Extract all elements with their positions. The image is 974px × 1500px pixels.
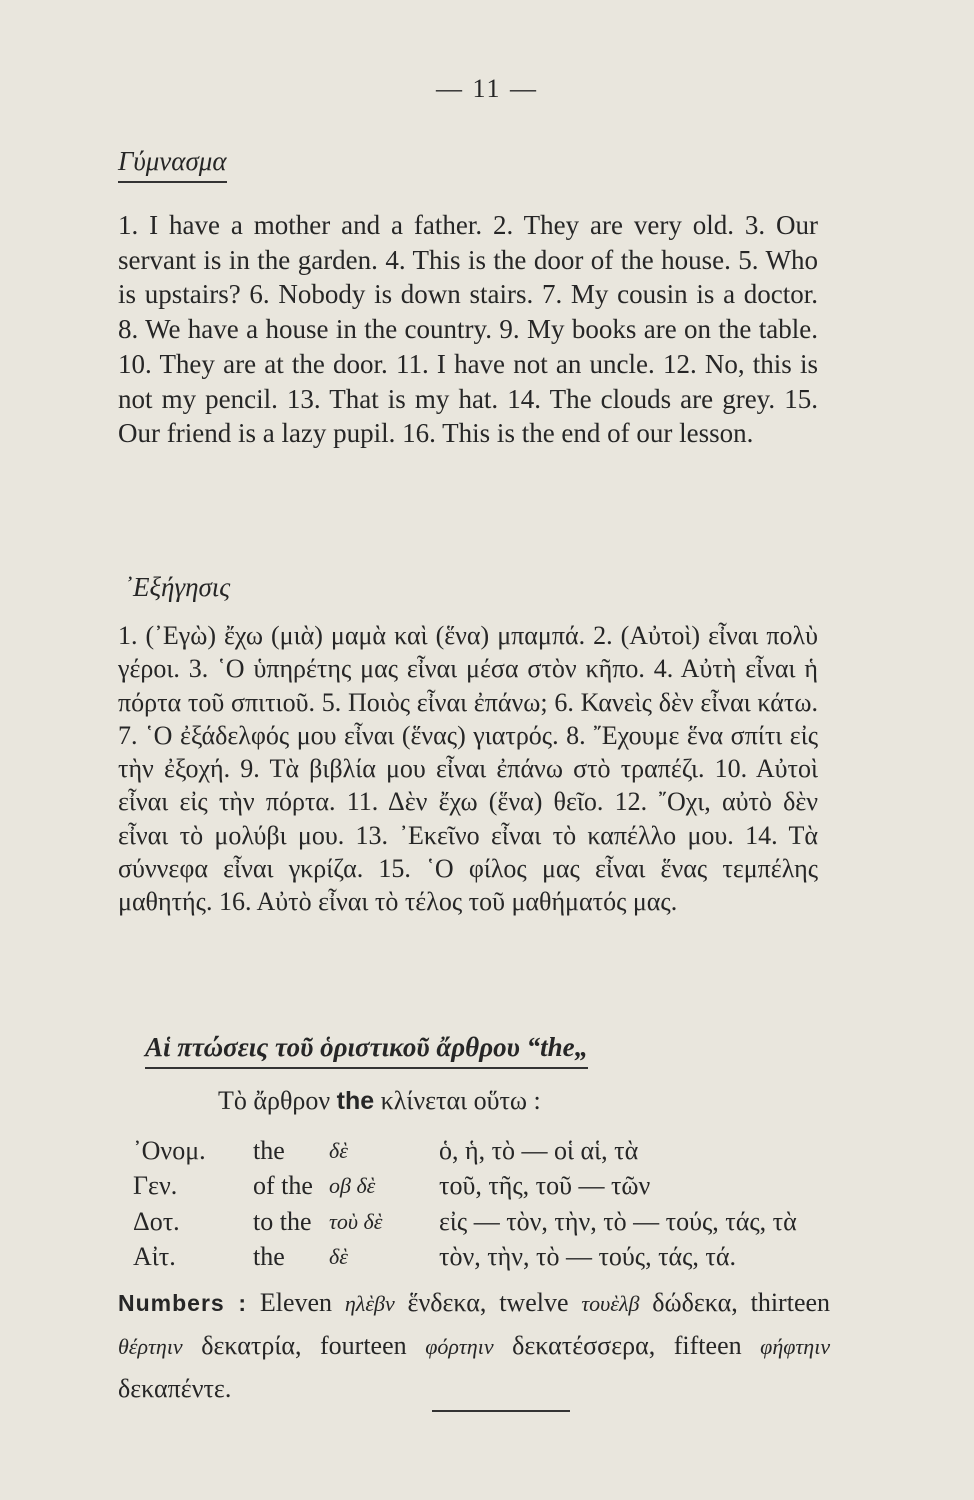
number-greek: δεκαπέντε. bbox=[118, 1374, 232, 1403]
number-pronunciation: τουὲλβ bbox=[581, 1291, 640, 1316]
case-forms: ὁ, ἡ, τὸ — οἱ αἱ, τὰ bbox=[439, 1135, 639, 1165]
number-pronunciation: φόρτηιν bbox=[425, 1334, 494, 1359]
case-english: the bbox=[253, 1242, 285, 1272]
number-greek: δώδεκα, bbox=[652, 1288, 738, 1317]
case-pronunciation: δὲ bbox=[329, 1137, 348, 1163]
case-forms: τοῦ, τῆς, τοῦ — τῶν bbox=[439, 1171, 651, 1201]
number-greek: ἕνδεκα, bbox=[407, 1288, 487, 1317]
declension-intro bbox=[218, 1086, 541, 1116]
case-forms: εἰς — τὸν, τὴν, τὸ — τούς, τάς, τὰ bbox=[439, 1206, 797, 1236]
declension-table bbox=[133, 1133, 797, 1275]
number-english: thirteen bbox=[750, 1288, 831, 1317]
number-pronunciation: ηλὲβν bbox=[344, 1291, 395, 1316]
case-pronunciation: δὲ bbox=[329, 1244, 348, 1270]
end-rule bbox=[432, 1410, 570, 1412]
article-cases-heading: Αἱ πτώσεις τοῦ ὁριστικοῦ ἄρθρου “the„ bbox=[145, 1032, 588, 1069]
explanation-heading: ᾿Εξήγησις bbox=[124, 572, 231, 602]
number-greek: δεκατέσσερα, bbox=[512, 1331, 656, 1360]
number-english: Eleven bbox=[259, 1288, 333, 1317]
exercise-heading: Γύμνασμα bbox=[118, 146, 227, 183]
page-number: — 11 — bbox=[435, 74, 539, 103]
number-pronunciation: φήφτηιν bbox=[760, 1334, 831, 1359]
case-name: Δοτ. bbox=[133, 1206, 180, 1236]
case-pronunciation: τοὺ δὲ bbox=[329, 1208, 383, 1234]
number-english: twelve bbox=[499, 1288, 569, 1317]
case-name: Γεν. bbox=[133, 1171, 178, 1201]
numbers-paragraph bbox=[118, 1282, 830, 1410]
case-name: ᾿Ονομ. bbox=[133, 1135, 206, 1165]
number-greek: δεκατρία, bbox=[201, 1331, 302, 1360]
case-name: Αἰτ. bbox=[133, 1242, 176, 1272]
intro-prefix: Τὸ ἄρθρον bbox=[218, 1086, 331, 1115]
case-english: the bbox=[253, 1135, 285, 1165]
number-english: fifteen bbox=[673, 1331, 742, 1360]
explanation-text: 1. (᾿Εγὼ) ἔχω (μιὰ) μαμὰ καὶ (ἕνα) μπαμπά. 2. (Αὐτοὶ) εἶναι πολὺ γέροι. 3. ῾Ο ὑπηρέτης μας εἶναι μέσα στὸν κῆπο. 4. Αὐτὴ εἶναι ἡ πόρτα τοῦ σπιτιοῦ. 5. Ποιὸς εἶναι ἐπάνω; 6. Κανεὶς δὲν εἶναι κάτω. 7. ῾Ο ἐξάδελφός μου εἶναι (ἕνας) γιατρός. 8. ῎Εχουμε ἕνα σπίτι εἰς τὴν ἐξοχή. 9. Τὰ βιβλία μου εἶναι ἐπάνω στὸ τραπέζι. 10. Αὐτοὶ εἶναι εἰς τὴν πόρτα. 11. Δὲν ἔχω (ἕνα) θεῖο. 12. ῎Οχι, αὐτὸ δὲν εἶναι τὸ μολύβι μου. 13. ᾿Εκεῖνο εἶναι τὸ καπέλλο μου. 14. Τὰ σύννεφα εἶναι γκρίζα. 15. ῾Ο φίλος μας εἶναι ἕνας τεμπέλης μαθητής. 16. Αὐτὸ εἶναι τὸ τέλος τοῦ μαθήματός μας. bbox=[118, 621, 818, 917]
numbers-label: Numbers : bbox=[118, 1290, 248, 1316]
intro-suffix: κλίνεται οὕτω : bbox=[380, 1086, 541, 1115]
table-row bbox=[133, 1133, 797, 1169]
exercise-text: 1. I have a mother and a father. 2. They are very old. 3. Our servant is in the garden. 4. This is the door of the house. 5. Who is upstairs? 6. Nobody is down stairs. 7. My cousin is a doctor. 8. We have a house in the country. 9. My books are on the table. 10. They are at the door. 11. I have not an uncle. 12. No, this is not my pencil. 13. That is my hat. 14. The clouds are grey. 15. Our friend is a lazy pupil. 16. This is the end of our lesson. bbox=[118, 210, 818, 449]
table-row bbox=[133, 1169, 797, 1205]
case-forms: τὸν, τὴν, τὸ — τούς, τάς, τά. bbox=[439, 1242, 737, 1272]
table-row bbox=[133, 1240, 797, 1276]
number-pronunciation: θέρτηιν bbox=[118, 1334, 183, 1359]
table-row bbox=[133, 1204, 797, 1240]
case-english: of the bbox=[253, 1171, 313, 1201]
intro-the-word: the bbox=[336, 1087, 375, 1115]
case-pronunciation: οβ δὲ bbox=[329, 1173, 376, 1199]
case-english: to the bbox=[253, 1206, 312, 1236]
number-english: fourteen bbox=[320, 1331, 407, 1360]
